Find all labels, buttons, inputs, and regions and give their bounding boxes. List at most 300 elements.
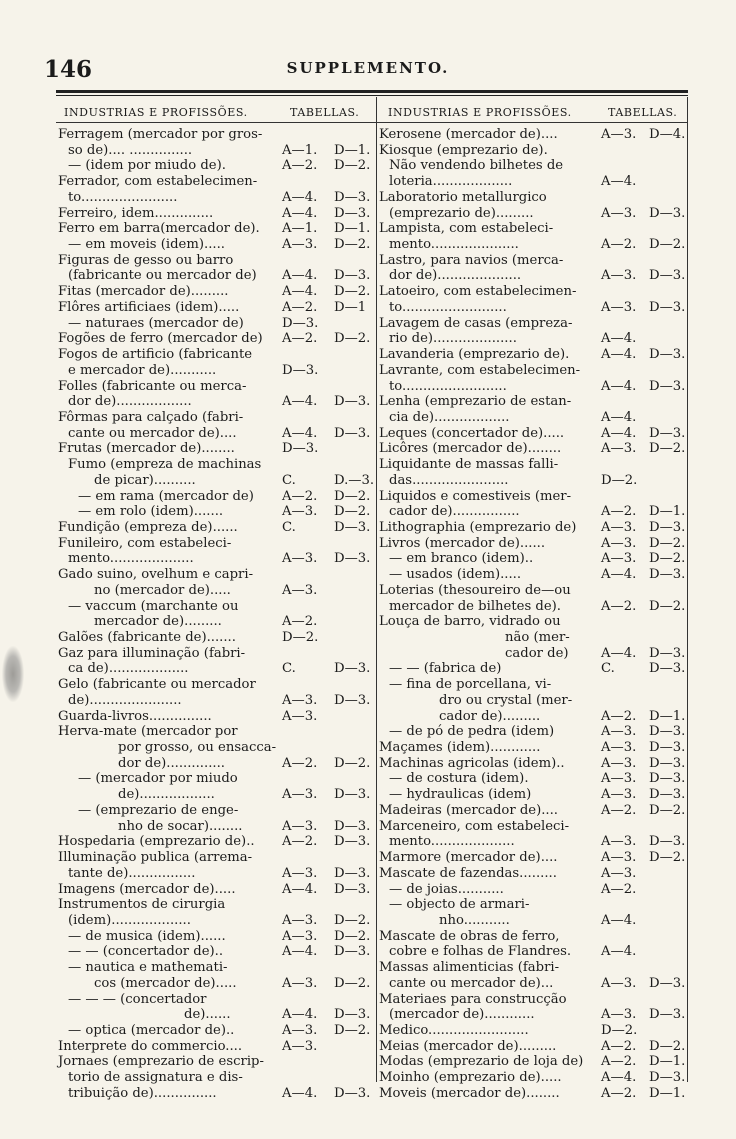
entry-text: de)..................	[118, 787, 215, 803]
table-class-b: D—3.	[649, 425, 686, 441]
table-class-a: A—3.	[282, 551, 318, 567]
entry-text: Fogões de ferro (mercador de)	[58, 331, 263, 347]
entry-row	[58, 661, 376, 677]
entry-text: Gado suino, ovelhum e capri-	[58, 567, 254, 583]
entry-text: por grosso, ou ensacca-	[118, 740, 277, 756]
entry-text: Lavrante, com estabelecimen-	[379, 362, 581, 378]
table-class-a: C.	[282, 472, 296, 488]
entry-text: — (mercador por miudo	[78, 771, 238, 787]
entry-row	[58, 316, 376, 332]
table-class-b: D—3.	[649, 205, 686, 221]
entry-row	[58, 426, 376, 442]
table-class-b: D—3.	[649, 1007, 686, 1023]
table-class-b: D—3.	[334, 1007, 371, 1023]
table-class-b: D—3.	[334, 881, 371, 897]
table-class-a: D—3.	[282, 362, 319, 378]
entry-row	[58, 551, 376, 567]
table-class-b: D—1	[334, 299, 367, 315]
entry-row	[379, 944, 691, 960]
entry-text: no (mercador de).....	[94, 582, 231, 598]
table-class-a: A—4.	[601, 378, 637, 394]
table-class-a: A—3.	[601, 551, 637, 567]
table-class-b: D—3.	[649, 347, 686, 363]
entry-text: Guarda-livros...............	[58, 708, 212, 724]
table-class-a: A—4.	[601, 912, 637, 928]
table-class-b: D—3.	[334, 787, 371, 803]
table-class-b: D—3.	[334, 189, 371, 205]
entry-text: Kiosque (emprezario de).	[379, 142, 548, 158]
entry-text: — de musica (idem)......	[68, 928, 226, 944]
entry-row	[58, 457, 376, 473]
entry-text: mercador de bilhetes de).	[389, 598, 561, 614]
entry-row	[379, 394, 691, 410]
table-class-b: D—3.	[649, 787, 686, 803]
table-class-a: C.	[282, 519, 296, 535]
entry-text: Moveis (mercador de)........	[379, 1085, 560, 1101]
entry-text: — vaccum (marchante ou	[68, 598, 239, 614]
table-class-b: D—3.	[649, 975, 686, 991]
table-class-a: A—2.	[282, 488, 318, 504]
margin-stain	[2, 646, 24, 702]
table-class-a: A—4.	[601, 567, 637, 583]
entry-row	[379, 929, 691, 945]
entry-row	[379, 379, 691, 395]
entry-text: Lenha (emprezario de estan-	[379, 394, 572, 410]
entry-row	[379, 756, 691, 772]
entry-text: — fina de porcellana, vi-	[389, 677, 552, 693]
left-heading-rule	[56, 122, 376, 123]
table-class-a: A—3.	[282, 787, 318, 803]
entry-text: Ferragem (mercador por gros-	[58, 127, 263, 142]
right-tables-heading: TABELLAS.	[608, 106, 678, 119]
entry-row	[379, 677, 691, 693]
entry-row	[379, 882, 691, 898]
entry-text: Mascate de fazendas.........	[379, 865, 557, 881]
entry-row	[58, 1086, 376, 1102]
entry-text: — em branco (idem)..	[389, 551, 534, 567]
table-class-b: D—2.	[649, 802, 686, 818]
entry-row	[58, 992, 376, 1008]
entry-text: — de costura (idem).	[389, 771, 529, 787]
running-title: SUPPLEMENTO.	[286, 59, 450, 77]
table-class-a: A—2.	[601, 504, 637, 520]
table-class-b: D—3.	[649, 299, 686, 315]
table-class-a: A—3.	[601, 268, 637, 284]
entry-text: Lithographia (emprezario de)	[379, 519, 577, 535]
table-class-b: D—3.	[649, 724, 686, 740]
table-class-b: D—3.	[649, 378, 686, 394]
entry-text: cos (mercador de).....	[94, 975, 237, 991]
entry-text: Figuras de gesso ou barro	[58, 252, 234, 268]
entry-text: — — (fabrica de)	[389, 661, 502, 677]
table-class-a: A—3.	[601, 1007, 637, 1023]
entry-row	[58, 221, 376, 237]
entry-row	[58, 206, 376, 222]
entry-row	[58, 913, 376, 929]
entry-row	[58, 1007, 376, 1023]
table-class-b: D—3.	[649, 268, 686, 284]
table-class-a: A—1.	[282, 142, 318, 158]
table-class-b: D—3.	[334, 425, 371, 441]
entry-text: dro ou crystal (mer-	[439, 692, 573, 708]
entry-text: — de pó de pedra (idem)	[389, 724, 555, 740]
entry-text: Gelo (fabricante ou mercador	[58, 677, 256, 693]
table-class-b: D—4.	[649, 127, 686, 142]
table-class-b: D—2.	[649, 598, 686, 614]
entry-text: mento.....................	[389, 237, 519, 253]
table-class-b: D—1.	[649, 1085, 686, 1101]
entry-text: cador de)................	[389, 504, 520, 520]
table-class-b: D—2.	[334, 1022, 371, 1038]
entry-text: — — — (concertador	[68, 991, 207, 1007]
entry-row	[58, 850, 376, 866]
entry-text: — em rolo (idem).......	[78, 504, 224, 520]
table-class-b: D—3.	[334, 692, 371, 708]
entry-text: Interprete do commercio....	[58, 1038, 243, 1054]
table-class-a: A—2.	[282, 158, 318, 174]
entry-text: — optica (mercador de)..	[68, 1022, 235, 1038]
entry-row	[379, 599, 691, 615]
table-class-b: D—1.	[649, 708, 686, 724]
table-class-a: A—2.	[282, 299, 318, 315]
header-rule-thick	[56, 90, 688, 93]
entry-text: Jornaes (emprezario de escrip-	[58, 1054, 264, 1070]
entry-row	[379, 158, 691, 174]
table-class-a: A—3.	[282, 582, 318, 598]
right-heading-rule	[377, 122, 688, 123]
table-class-a: A—2.	[601, 1054, 637, 1070]
entry-text: Maçames (idem)............	[379, 740, 541, 756]
entry-row	[58, 300, 376, 316]
entry-row	[379, 426, 691, 442]
table-class-b: D—2.	[649, 441, 686, 457]
entry-text: — — (concertador de)..	[68, 944, 224, 960]
entry-text: Madeiras (mercador de)....	[379, 802, 558, 818]
table-class-a: A—4.	[282, 1007, 318, 1023]
table-class-a: C.	[282, 661, 296, 677]
entry-row	[379, 976, 691, 992]
table-class-b: D—1.	[334, 221, 371, 237]
table-class-a: A—3.	[601, 850, 637, 866]
table-class-a: A—4.	[282, 268, 318, 284]
table-class-b: D—3.	[649, 755, 686, 771]
table-class-b: D—2.	[334, 284, 371, 300]
entry-text: — hydraulicas (idem)	[389, 787, 532, 803]
entry-text: torio de assignatura e dis-	[68, 1070, 243, 1086]
entry-text: mento....................	[68, 551, 194, 567]
entry-row	[379, 819, 691, 835]
table-class-a: D—3.	[282, 441, 319, 457]
entry-text: cador de)	[505, 645, 569, 661]
entry-text: dor de)..............	[118, 755, 225, 771]
entry-row	[58, 363, 376, 379]
table-class-b: D—3.	[334, 865, 371, 881]
table-class-b: D—3.	[649, 834, 686, 850]
table-class-b: D—2.	[334, 928, 371, 944]
table-class-a: A—4.	[282, 205, 318, 221]
table-class-b: D—2.	[649, 535, 686, 551]
entry-row	[58, 677, 376, 693]
entry-row	[58, 1039, 376, 1055]
table-class-a: A—3.	[282, 975, 318, 991]
entry-text: Fundição (empreza de)......	[58, 519, 238, 535]
entry-row	[379, 803, 691, 819]
table-class-a: A—4.	[282, 394, 318, 410]
table-class-a: A—3.	[601, 441, 637, 457]
entry-text: e mercador de)...........	[68, 362, 217, 378]
entry-row	[58, 787, 376, 803]
entry-text: — nautica e mathemati-	[68, 960, 228, 976]
table-class-a: A—4.	[601, 425, 637, 441]
right-column	[379, 127, 691, 1102]
entry-text: Moinho (emprezario de).....	[379, 1070, 562, 1086]
entry-row	[58, 944, 376, 960]
entry-text: Mascate de obras de ferro,	[379, 928, 560, 944]
table-class-a: A—2.	[601, 708, 637, 724]
page-header	[0, 56, 736, 86]
entry-text: cobre e folhas de Flandres.	[389, 944, 572, 960]
right-industries-heading: INDUSTRIAS E PROFISSÕES.	[388, 106, 572, 119]
entry-text: — de joias...........	[389, 881, 504, 897]
entry-row	[58, 536, 376, 552]
entry-row	[58, 709, 376, 725]
header-rule-thin	[56, 95, 688, 96]
table-class-a: A—2.	[282, 834, 318, 850]
entry-text: Laboratorio metallurgico	[379, 189, 547, 205]
entry-row	[58, 520, 376, 536]
entry-row	[58, 127, 376, 143]
table-class-a: A—4.	[282, 881, 318, 897]
entry-row	[379, 1007, 691, 1023]
entry-text: Liquidos e comestiveis (mer-	[379, 488, 572, 504]
entry-row	[379, 504, 691, 520]
entry-row	[58, 284, 376, 300]
entry-row	[379, 143, 691, 159]
table-class-b: D—3.	[649, 661, 686, 677]
table-class-a: A—4.	[601, 347, 637, 363]
entry-row	[58, 771, 376, 787]
entry-text: de)......................	[68, 692, 182, 708]
table-class-b: D—2.	[334, 331, 371, 347]
table-class-b: D—3.	[334, 519, 371, 535]
entry-row	[379, 693, 691, 709]
entry-row	[58, 929, 376, 945]
entry-row	[58, 976, 376, 992]
table-class-b: D—2.	[649, 850, 686, 866]
entry-text: Ferro em barra(mercador de).	[58, 221, 260, 237]
table-class-a: A—3.	[601, 724, 637, 740]
entry-row	[58, 897, 376, 913]
entry-text: — objecto de armari-	[389, 897, 530, 913]
entry-row	[379, 536, 691, 552]
entry-text: nho...........	[439, 912, 510, 928]
table-class-b: D—3.	[649, 519, 686, 535]
entry-text: de picar)..........	[94, 472, 196, 488]
table-class-b: D—2.	[334, 237, 371, 253]
entry-row	[379, 960, 691, 976]
entry-text: — (idem por miudo de).	[68, 158, 226, 174]
entry-text: Meias (mercador de).........	[379, 1038, 557, 1054]
entry-row	[58, 1023, 376, 1039]
entry-text: rio de)....................	[389, 331, 517, 347]
entry-row	[379, 897, 691, 913]
entry-row	[379, 284, 691, 300]
table-class-a: A—4.	[282, 425, 318, 441]
table-class-a: A—1.	[282, 221, 318, 237]
table-class-b: D—2.	[649, 1038, 686, 1054]
entry-row	[58, 1054, 376, 1070]
entry-row	[379, 520, 691, 536]
table-class-a: A—2.	[282, 755, 318, 771]
table-class-a: A—3.	[601, 127, 637, 142]
table-class-b: D—3.	[649, 1070, 686, 1086]
entry-row	[58, 630, 376, 646]
table-class-b: D—3.	[334, 661, 371, 677]
entry-text: (mercador de)............	[389, 1007, 535, 1023]
entry-text: — em rama (mercador de)	[78, 488, 254, 504]
entry-row	[58, 237, 376, 253]
table-class-a: A—3.	[282, 928, 318, 944]
entry-text: — naturaes (mercador de)	[68, 315, 244, 331]
entry-text: — em moveis (idem).....	[68, 237, 225, 253]
entry-row	[58, 379, 376, 395]
entry-row	[379, 787, 691, 803]
table-class-a: A—4.	[282, 1085, 318, 1101]
table-class-a: A—2.	[601, 237, 637, 253]
entry-text: cante ou mercador de)....	[68, 425, 237, 441]
table-class-a: A—3.	[282, 708, 318, 724]
entry-row	[379, 646, 691, 662]
table-class-a: A—3.	[601, 975, 637, 991]
table-class-a: D—2.	[601, 472, 638, 488]
entry-row	[58, 646, 376, 662]
table-class-a: A—4.	[601, 944, 637, 960]
entry-row	[379, 221, 691, 237]
table-class-b: D—2.	[334, 158, 371, 174]
entry-text: Medico........................	[379, 1022, 529, 1038]
entry-row	[379, 457, 691, 473]
entry-text: Illuminação publica (arrema-	[58, 850, 253, 866]
table-class-b: D—3.	[334, 268, 371, 284]
entry-text: Instrumentos de cirurgia	[58, 897, 226, 913]
entry-text: de)......	[184, 1007, 231, 1023]
entry-text: Hospedaria (emprezario de)..	[58, 834, 255, 850]
table-class-a: A—3.	[601, 834, 637, 850]
table-class-b: D—2.	[334, 975, 371, 991]
table-class-a: A—4.	[601, 174, 637, 190]
entry-text: ca de)...................	[68, 661, 189, 677]
entry-row	[58, 174, 376, 190]
entry-row	[379, 237, 691, 253]
entry-text: mercador de).........	[94, 614, 222, 630]
table-class-a: A—3.	[601, 299, 637, 315]
entry-text: (idem)...................	[68, 912, 191, 928]
table-class-b: D—3.	[649, 567, 686, 583]
entry-text: — usados (idem).....	[389, 567, 522, 583]
table-class-a: A—4.	[282, 189, 318, 205]
entry-text: — (emprezario de enge-	[78, 802, 239, 818]
entry-row	[379, 347, 691, 363]
entry-row	[379, 473, 691, 489]
table-class-a: D—2.	[282, 630, 319, 645]
entry-row	[58, 882, 376, 898]
entry-text: Funileiro, com estabeleci-	[58, 535, 232, 551]
entry-row	[58, 504, 376, 520]
table-class-a: A—3.	[282, 504, 318, 520]
table-class-a: A—4.	[601, 1070, 637, 1086]
table-class-a: A—3.	[601, 755, 637, 771]
entry-text: Herva-mate (mercador por	[58, 724, 238, 740]
entry-row	[379, 316, 691, 332]
entry-row	[379, 174, 691, 190]
table-class-a: A—3.	[601, 535, 637, 551]
entry-row	[58, 960, 376, 976]
left-industries-heading: INDUSTRIAS E PROFISSÕES.	[64, 106, 248, 119]
entry-row	[58, 614, 376, 630]
entry-text: Kerosene (mercador de)....	[379, 127, 558, 142]
table-class-a: A—3.	[601, 519, 637, 535]
entry-row	[379, 567, 691, 583]
entry-row	[58, 190, 376, 206]
table-class-a: A—3.	[282, 1038, 318, 1054]
table-class-a: A—2.	[601, 802, 637, 818]
entry-row	[379, 866, 691, 882]
entry-row	[58, 756, 376, 772]
entry-row	[379, 206, 691, 222]
entry-row	[58, 740, 376, 756]
table-class-a: A—4.	[282, 944, 318, 960]
entry-text: nho de socar)........	[118, 818, 243, 834]
table-class-b: D—2.	[649, 551, 686, 567]
entry-row	[379, 1023, 691, 1039]
entry-text: Lastro, para navios (merca-	[379, 252, 564, 268]
entry-row	[379, 724, 691, 740]
entry-row	[58, 567, 376, 583]
entry-text: cia de)..................	[389, 409, 510, 425]
entry-text: não (mer-	[505, 630, 570, 645]
left-tables-heading: TABELLAS.	[290, 106, 360, 119]
entry-row	[58, 834, 376, 850]
table-class-a: D—2.	[601, 1022, 638, 1038]
table-class-a: A—4.	[601, 409, 637, 425]
entry-text: Gaz para illuminação (fabri-	[58, 645, 246, 661]
entry-text: Massas alimenticias (fabri-	[379, 960, 560, 976]
entry-row	[379, 850, 691, 866]
table-class-b: D—2.	[334, 488, 371, 504]
entry-row	[58, 583, 376, 599]
table-class-a: D—3.	[282, 315, 319, 331]
table-class-a: A—2.	[282, 614, 318, 630]
table-class-b: D—3.	[334, 551, 371, 567]
entry-text: cador de).........	[439, 708, 541, 724]
entry-row	[379, 992, 691, 1008]
entry-row	[58, 441, 376, 457]
entry-row	[58, 253, 376, 269]
entry-row	[58, 693, 376, 709]
entry-text: Galões (fabricante de).......	[58, 630, 236, 645]
entry-text: dor de)....................	[389, 268, 522, 284]
entry-row	[379, 441, 691, 457]
table-class-a: A—4.	[601, 331, 637, 347]
table-class-a: A—3.	[282, 1022, 318, 1038]
entry-row	[58, 347, 376, 363]
entry-row	[58, 331, 376, 347]
entry-row	[58, 803, 376, 819]
entry-text: Latoeiro, com estabelecimen-	[379, 284, 577, 300]
page-number: 146	[44, 56, 93, 83]
table-class-a: A—3.	[601, 205, 637, 221]
table-class-a: A—3.	[282, 865, 318, 881]
